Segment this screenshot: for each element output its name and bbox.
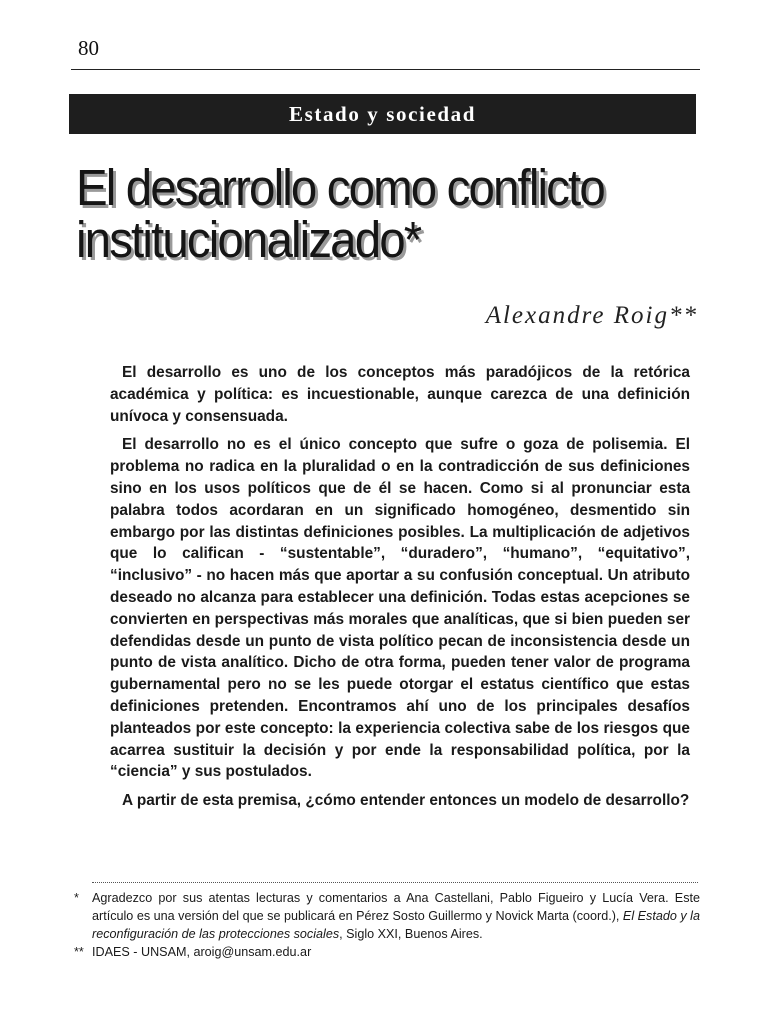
footnote-text-part: Agradezco por sus atentas lecturas y comentarios a Ana Castellani, Pablo Figueiro y Lucía Vera. Este artículo es una versión del que se publicará en Pérez Sosto Guillermo y Novick Marta (coord.),	[92, 891, 700, 923]
footnote-marker: **	[74, 945, 84, 959]
body-paragraph-1: El desarrollo es uno de los conceptos más paradójicos de la retórica académica y política: es incuestionable, aunque carezca de una definición unívoca y consensuada.	[110, 364, 690, 425]
article-title-line-2: institucionalizado*	[76, 211, 421, 268]
author-name: Alexandre Roig**	[485, 302, 698, 329]
footnote-book-title: El Estado y la reconfiguración de las protecciones sociales	[92, 909, 700, 941]
header-rule	[71, 69, 700, 70]
body-paragraph-3: A partir de esta premisa, ¿cómo entender entonces un modelo de desarrollo?	[122, 792, 690, 810]
footnote-marker: *	[74, 891, 79, 905]
footnote-text	[92, 889, 700, 943]
body-paragraph-2: El desarrollo no es el único concepto que sufre o goza de polisemia. El problema no radica en la pluralidad o en la contradicción de sus definiciones sino en los usos políticos que de él se hacen. Como si al pronunciar esta palabra todos acordaran en un significado homogéneo, desmentido sin embargo por las distintas definiciones posibles. La multiplicación de adjetivos que lo califican - “sustentable”, “duradero”, “humano”, “equitativo”, “inclusivo” - no hacen más que aportar a su confusión conceptual. Un atributo deseado no alcanza para establecer una definición. Todas estas acepciones se convierten en perspectivas más morales que analíticas, que si bien pueden ser defendidas desde un punto de vista político pecan de inconsistencia desde un punto de vista analítico. Dicho de otra forma, pueden tener valor de programa gubernamental pero no se les puede otorgar el estatus científico que estas definiciones pretenden. Encontramos ahí uno de los principales desafíos planteados por este concepto: la experiencia colectiva sabe de los riesgos que acarrea sustituir la decisión y por ende la responsabilidad política, por la “ciencia” y sus postulados.	[110, 436, 690, 781]
page-number: 80	[78, 36, 99, 60]
footnote-1	[74, 889, 700, 943]
footnote-affiliation: IDAES - UNSAM, aroig@unsam.edu.ar	[92, 945, 312, 959]
article-title-line-1: El desarrollo como conflicto	[76, 159, 604, 216]
article-title	[76, 159, 671, 268]
section-banner	[69, 94, 696, 134]
article-body	[110, 362, 690, 819]
footnotes	[74, 889, 700, 961]
footnote-2	[74, 943, 700, 961]
footnote-text-part: , Siglo XXI, Buenos Aires.	[339, 927, 483, 941]
footnote-separator	[92, 882, 698, 883]
section-title: Estado y sociedad	[288, 101, 477, 126]
